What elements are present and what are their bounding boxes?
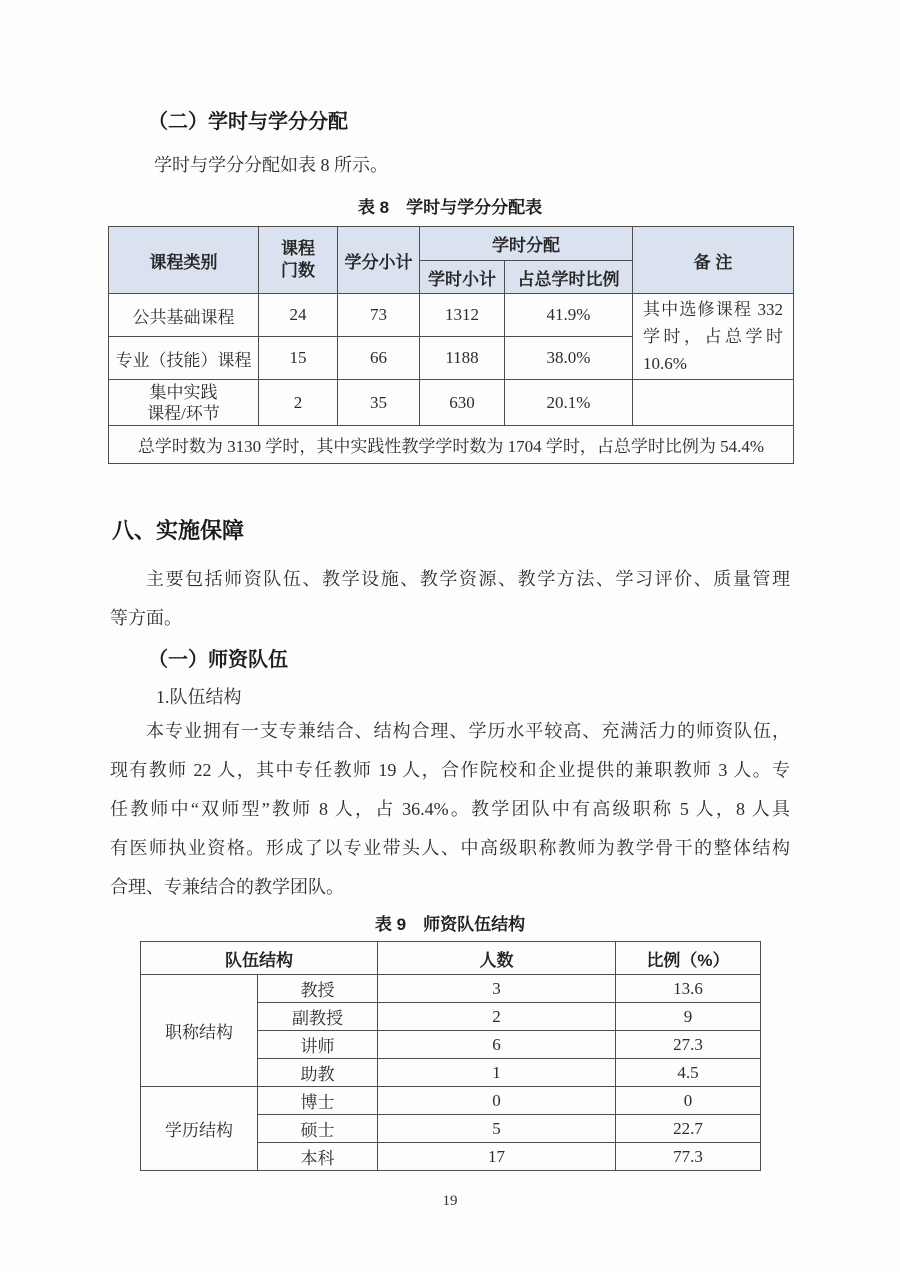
cell-count: 3 bbox=[378, 975, 616, 1003]
cell-hours-pct: 41.9% bbox=[505, 294, 633, 337]
cell-hours: 630 bbox=[420, 380, 505, 426]
cell-course-count: 2 bbox=[259, 380, 338, 426]
cell-remark-empty bbox=[633, 380, 794, 426]
cell-count: 17 bbox=[378, 1143, 616, 1171]
intro-text: 学时与学分分配如表 8 所示。 bbox=[154, 155, 388, 175]
table8-hours-credits bbox=[108, 226, 794, 464]
cell-label: 本科 bbox=[258, 1143, 378, 1171]
table8-header-row-1 bbox=[109, 227, 794, 261]
table8-header-remark: 备 注 bbox=[633, 227, 794, 294]
table9-header-row bbox=[141, 942, 761, 975]
cell-label: 副教授 bbox=[258, 1003, 378, 1031]
cell-category: 专业（技能）课程 bbox=[109, 337, 259, 380]
table8-header-hours-subtotal: 学时小计 bbox=[420, 261, 505, 294]
paragraph-line: 等方面。 bbox=[110, 608, 182, 628]
table8-header-credit-subtotal: 学分小计 bbox=[338, 227, 420, 294]
table8-caption: 表 8 学时与学分分配表 bbox=[357, 198, 543, 217]
cell-group-title-structure: 职称结构 bbox=[141, 975, 258, 1087]
cell-credits: 66 bbox=[338, 337, 420, 380]
cell-label: 讲师 bbox=[258, 1031, 378, 1059]
cell-category: 公共基础课程 bbox=[109, 294, 259, 337]
cell-percent: 4.5 bbox=[616, 1059, 761, 1087]
table8-header-hours-allocation: 学时分配 bbox=[420, 227, 633, 261]
cell-category-line2: 课程/环节 bbox=[147, 403, 220, 423]
table9-row-professor bbox=[141, 975, 761, 1003]
cell-course-count: 15 bbox=[259, 337, 338, 380]
subsection-heading-team-structure: 1.队伍结构 bbox=[156, 687, 242, 707]
cell-label: 博士 bbox=[258, 1087, 378, 1115]
table9-faculty-structure bbox=[140, 941, 761, 1171]
table8-row-practice bbox=[109, 380, 794, 426]
faculty-paragraph bbox=[110, 712, 790, 907]
cell-hours-pct: 38.0% bbox=[505, 337, 633, 380]
page-number: 19 bbox=[442, 1193, 458, 1209]
cell-category-line1: 集中实践 bbox=[149, 382, 218, 402]
cell-percent: 0 bbox=[616, 1087, 761, 1115]
paragraph-line: 合理、专兼结合的教学团队。 bbox=[110, 877, 344, 897]
cell-summary: 总学时数为 3130 学时，其中实践性教学学时数为 1704 学时，占总学时比例为 54.4% bbox=[109, 426, 794, 464]
table8-header-category: 课程类别 bbox=[109, 227, 259, 294]
cell-count: 2 bbox=[378, 1003, 616, 1031]
cell-course-count: 24 bbox=[259, 294, 338, 337]
cell-credits: 35 bbox=[338, 380, 420, 426]
cell-percent: 9 bbox=[616, 1003, 761, 1031]
cell-remark: 其中选修课程 332 学时，占总学时 10.6% bbox=[633, 294, 794, 380]
cell-credits: 73 bbox=[338, 294, 420, 337]
cell-percent: 27.3 bbox=[616, 1031, 761, 1059]
paragraph-line: 主要包括师资队伍、教学设施、教学资源、教学方法、学习评价、质量管理 bbox=[146, 569, 790, 589]
cell-percent: 13.6 bbox=[616, 975, 761, 1003]
cell-count: 5 bbox=[378, 1115, 616, 1143]
cell-label: 教授 bbox=[258, 975, 378, 1003]
table8-header-course-count: 课程门数 bbox=[259, 227, 338, 294]
cell-count: 1 bbox=[378, 1059, 616, 1087]
cell-hours: 1312 bbox=[420, 294, 505, 337]
section-heading-implementation: 八、实施保障 bbox=[112, 518, 245, 543]
cell-category bbox=[109, 380, 259, 426]
table8-header-hours-percent: 占总学时比例 bbox=[505, 261, 633, 294]
table9-row-doctor bbox=[141, 1087, 761, 1115]
paragraph-line: 任教师中“双师型”教师 8 人，占 36.4%。教学团队中有高级职称 5 人，8 人具 bbox=[110, 799, 790, 819]
cell-label: 助教 bbox=[258, 1059, 378, 1087]
table8-row-public-basic bbox=[109, 294, 794, 337]
cell-percent: 77.3 bbox=[616, 1143, 761, 1171]
cell-count: 0 bbox=[378, 1087, 616, 1115]
section-heading-faculty: （一）师资队伍 bbox=[148, 649, 288, 671]
paragraph-line: 本专业拥有一支专兼结合、结构合理、学历水平较高、充满活力的师资队伍， bbox=[146, 721, 790, 741]
table8-summary-row bbox=[109, 426, 794, 464]
cell-percent: 22.7 bbox=[616, 1115, 761, 1143]
paragraph-line: 有医师执业资格。形成了以专业带头人、中高级职称教师为教学骨干的整体结构 bbox=[110, 838, 790, 858]
cell-group-education-structure: 学历结构 bbox=[141, 1087, 258, 1171]
cell-count: 6 bbox=[378, 1031, 616, 1059]
table9-header-count: 人数 bbox=[378, 942, 616, 975]
table9-caption: 表 9 师资队伍结构 bbox=[374, 915, 526, 934]
cell-hours: 1188 bbox=[420, 337, 505, 380]
section-heading-hours-credits: （二）学时与学分分配 bbox=[148, 111, 348, 133]
cell-hours-pct: 20.1% bbox=[505, 380, 633, 426]
paragraph-line: 现有教师 22 人，其中专任教师 19 人，合作院校和企业提供的兼职教师 3 人。专 bbox=[110, 760, 790, 780]
table9-header-percent: 比例（%） bbox=[616, 942, 761, 975]
cell-label: 硕士 bbox=[258, 1115, 378, 1143]
table9-header-structure: 队伍结构 bbox=[141, 942, 378, 975]
